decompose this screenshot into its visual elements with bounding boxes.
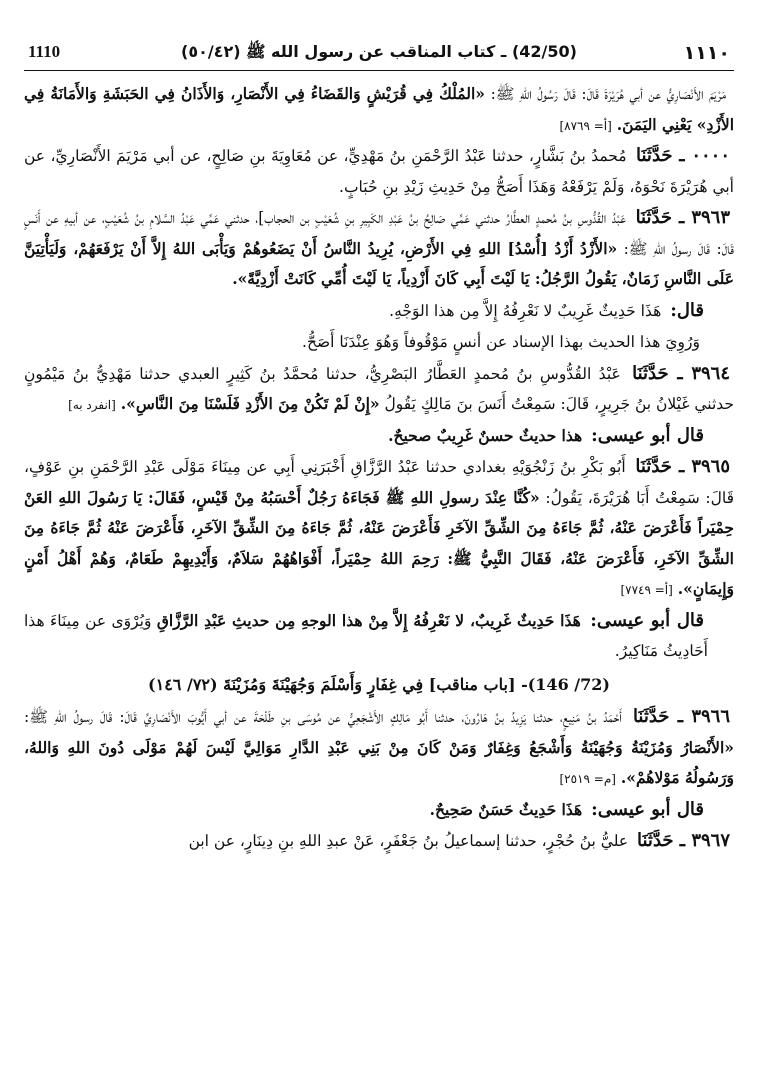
paragraph-text: مُحمدُ بنُ بَشَّارٍ، حدثنا عَبْدُ الرَّحْمَنِ بنُ مَهْدِيٍّ، عن مُعَاوِيَةَ بنِ صَالِحٍ، عن أبي مَرْيَمَ الأَنْصَارِيِّ، عن أبي هُرَيْرَةَ نَحْوَهُ، وَلَمْ يَرْفَعْهُ وَهَذَا أَصَحُّ مِنْ حَدِيثِ زَيْدِ بنِ حُبَابٍ. — [24, 147, 734, 196]
page — [24, 30, 734, 1080]
paragraph — [24, 203, 734, 296]
paragraph-text: هَذَا حَدِيثٌ غَرِيبٌ لا نَعْرِفُهُ إِلاَّ مِن هذا الوَجْهِ. — [389, 301, 662, 320]
paragraph — [24, 795, 734, 827]
paragraph — [24, 141, 734, 203]
paragraph-ref: [أ= ٨٧٦٩] — [559, 118, 612, 133]
paragraph-pre: ٠٠٠٠ ـ حَدَّثَنَا — [636, 145, 730, 166]
paragraph-bold: «الأَزْدُ أَزْدُ [أُسْدُ] اللهِ فِي الأَرْضِ، يُرِيدُ النَّاسُ أَنْ يَضَعُوهُمْ وَيَأْبَى اللهُ إِلاَّ أَنْ يَرْفَعَهُمْ، وَلَيَأْتِيَنَّ عَلَى النَّاسِ زَمَانٌ، يَقُولُ الرَّجُلُ: يَا لَيْتَ أَبِي كَانَ أَزْدِياً، يَا لَيْتَ أُمِّي كَانَتْ أَزْدِيَّةً». — [24, 238, 734, 288]
paragraph-text: مَرْيَمَ الأَنْصَارِيُّ عن أبي هُرَيْرَةَ قَالَ: قَالَ رَسُولُ اللهِ ﷺ: — [485, 85, 726, 103]
running-title: (42/50) ـ كتاب المناقب عن رسول الله ﷺ (٥٠/٤٢) — [181, 42, 577, 61]
paragraph-bold: «كُنَّا عِنْدَ رسولِ اللهِ ﷺ فَجَاءَهُ رَجُلٌ أَحْسَبُهُ مِنْ قَيْسٍ، فَقَالَ: يَا رَسُولَ اللهِ العَنْ حِمْيَراً فَأَعْرَضَ عَنْهُ، ثُمَّ جَاءَهُ مِنَ الشِّقِّ الآخَرِ فَأَعْرَضَ عَنْهُ، ثُمَّ جَاءَهُ مِنَ الشِّقِّ الآخَرِ، فَأَعْرَضَ عَنْهُ ثُمَّ جَاءَهُ مِنَ الشِّقِّ الآخَرِ، فَأَعْرَضَ عَنْهُ، فَقَالَ النَّبِيُّ ﷺ: رَحِمَ اللهُ حِمْيَراً، أَفْوَاهُهُمْ سَلاَمٌ، وَأَيْدِيهِمْ طَعَامٌ، وَهُمْ أَهْلُ أَمْنٍ وَإِيمَانٍ». — [24, 487, 734, 598]
page-number-latin: 1110 — [28, 42, 61, 61]
paragraph-pre: قال أبو عيسى: — [591, 424, 704, 446]
paragraph — [24, 702, 734, 795]
paragraph-text: عَبْدُ القُدُّوسِ بنُ مُحمدٍ العطَّارُ حدثني عَمِّي صَالِحُ بنُ عَبْدِ الكَبِيرِ بنِ شُعَيْبٍ بن الحجاب]، حدثني عَمِّي عَبْدُ السَّلامِ بنُ شُعَيْبٍ، عن أبيهِ عن أَنَسٍ قَالَ: قَالَ رسولُ اللهِ ﷺ: — [24, 209, 735, 258]
page-number-arabic: ١١١٠ — [683, 42, 730, 64]
hadith-group-1 — [24, 79, 734, 668]
paragraph-post: وَيُرْوَى عن مِينَاءَ هذا أَحَادِيثُ مَنَاكِيرُ. — [24, 611, 708, 660]
paragraph-bold: «المُلْكُ فِي قُرَيْشٍ وَالقَضَاءُ فِي الأَنْصَارِ، وَالأَذَانُ فِي الحَبَشَةِ وَالأَمَانَةُ فِي الأَزْدِ» يَعْنِي اليَمَنَ. — [24, 84, 734, 134]
paragraph-text: أَحْمَدُ بنُ مَنِيعٍ، حدثنا يَزِيدُ بنُ هَارُونَ، حدثنا أَبُو مَالِكٍ الأَشْجَعِيُّ عن مُوسَى بنِ طَلْحَةَ عن أبي أَيُّوبَ الأَنْصَارِيِّ قَالَ: قَالَ رسولُ اللهِ ﷺ: — [24, 708, 622, 726]
paragraph — [24, 327, 734, 359]
paragraph — [24, 826, 734, 858]
paragraph-pre: قال أبو عيسى: — [590, 609, 705, 631]
paragraph-ref: [أ= ٧٧٤٩] — [620, 583, 673, 597]
page-header — [24, 30, 734, 71]
paragraph-ref: [انفرد به] — [68, 398, 116, 412]
paragraph-pre: ٣٩٦٥ ـ حَدَّثَنَا — [635, 456, 731, 477]
paragraph-text: وَرُوِيَ هذا الحديث بهذا الإسناد عن أنسٍ مَوْقُوفاً وَهُوَ عِنْدَنَا أَصَحُّ. — [302, 333, 700, 351]
paragraph-bold: هَذَا حَدِيثٌ غَرِيبٌ، لا نَعْرِفُهُ إِلاَّ مِنْ هذا الوجهِ مِن حديثِ عَبْدِ الرَّزَّاقِ — [156, 610, 581, 630]
paragraph — [24, 606, 734, 668]
paragraph-pre: ٣٩٦٣ ـ حَدَّثَنَا — [635, 207, 730, 228]
paragraph-bold: «الأَنْصَارُ وَمُزَيْنَةُ وَجُهَيْنَةُ وَأَشْجَعُ وَغِفَارٌ وَمَنْ كَانَ مِنْ بَنِي عَبْدِ الدَّارِ مَوَالِيَّ لَيْسَ لَهُمْ مَوْلَى دُونَ اللهِ وَاللهُ، وَرَسُولُهُ مَوْلاهُمْ». — [24, 737, 734, 787]
paragraph-ref: [م= ٢٥١٩] — [559, 772, 616, 786]
paragraph-bold: «إِنْ لَمْ تَكُنْ مِنَ الأَزْدِ فَلَسْنَا مِنَ النَّاسِ». — [120, 394, 380, 413]
paragraph-pre: ٣٩٦٧ ـ حَدَّثَنَا — [637, 830, 730, 851]
paragraph-bold: هَذَا حَدِيثٌ حَسَنٌ صَحِيحٌ. — [429, 799, 583, 819]
paragraph — [24, 359, 734, 421]
paragraph-pre: قال أبو عيسى: — [591, 798, 704, 820]
paragraph — [24, 421, 734, 453]
paragraph — [24, 296, 734, 328]
paragraph — [24, 79, 734, 141]
paragraph-text: أَبُو بَكْرِ بنُ زَنْجُوَيْهِ بغدادي حدثنا عَبْدُ الرَّزَّاقِ أَخْبَرَنِي أَبِي عن مِينَاءَ مَوْلَى عَبْدِ الرَّحْمَنِ بنِ عَوْفٍ، قَالَ: سَمِعْتُ أَبَا هُرَيْرَةَ، يَقُولُ: — [24, 458, 734, 507]
chapter-heading: (72/ 146)- [باب مناقب] فِي غِفَارٍ وَأَسْلَمَ وَجُهَيْنَةَ وَمُزَيْنَةَ (٧٢/ ١٤٦) — [148, 674, 610, 694]
paragraph-pre: ٣٩٦٤ ـ حَدَّثَنَا — [632, 362, 730, 384]
paragraph-pre: ٣٩٦٦ ـ حَدَّثَنَا — [632, 706, 730, 727]
hadith-group-2 — [24, 702, 734, 858]
paragraph-text: عليُّ بنُ حُجْرٍ، حدثنا إسماعيلُ بنُ جَعْفَرٍ، عَنْ عبدِ اللهِ بنِ دِينَارٍ، عن ابن — [188, 832, 629, 850]
paragraph-text: عَبْدُ القُدُّوسِ بنُ مُحمدٍ العَطَّارُ البَصْرِيُّ، حدثنا مُحمَّدُ بنُ كَثِيرٍ العبدي حدثنا مَهْدِيُّ بنُ مَيْمُونٍ حدثني غَيْلانُ بنُ جَرِيرٍ، قَالَ: سَمِعْتُ أَنَسَ بنَ مَالِكٍ يَقُولُ — [24, 364, 734, 413]
paragraph-pre: قال: — [670, 299, 704, 321]
paragraph-bold: هذا حديثٌ حسنٌ غَرِيبٌ صحيحٌ. — [388, 425, 583, 445]
paragraph — [24, 452, 734, 606]
page-body — [24, 79, 734, 858]
